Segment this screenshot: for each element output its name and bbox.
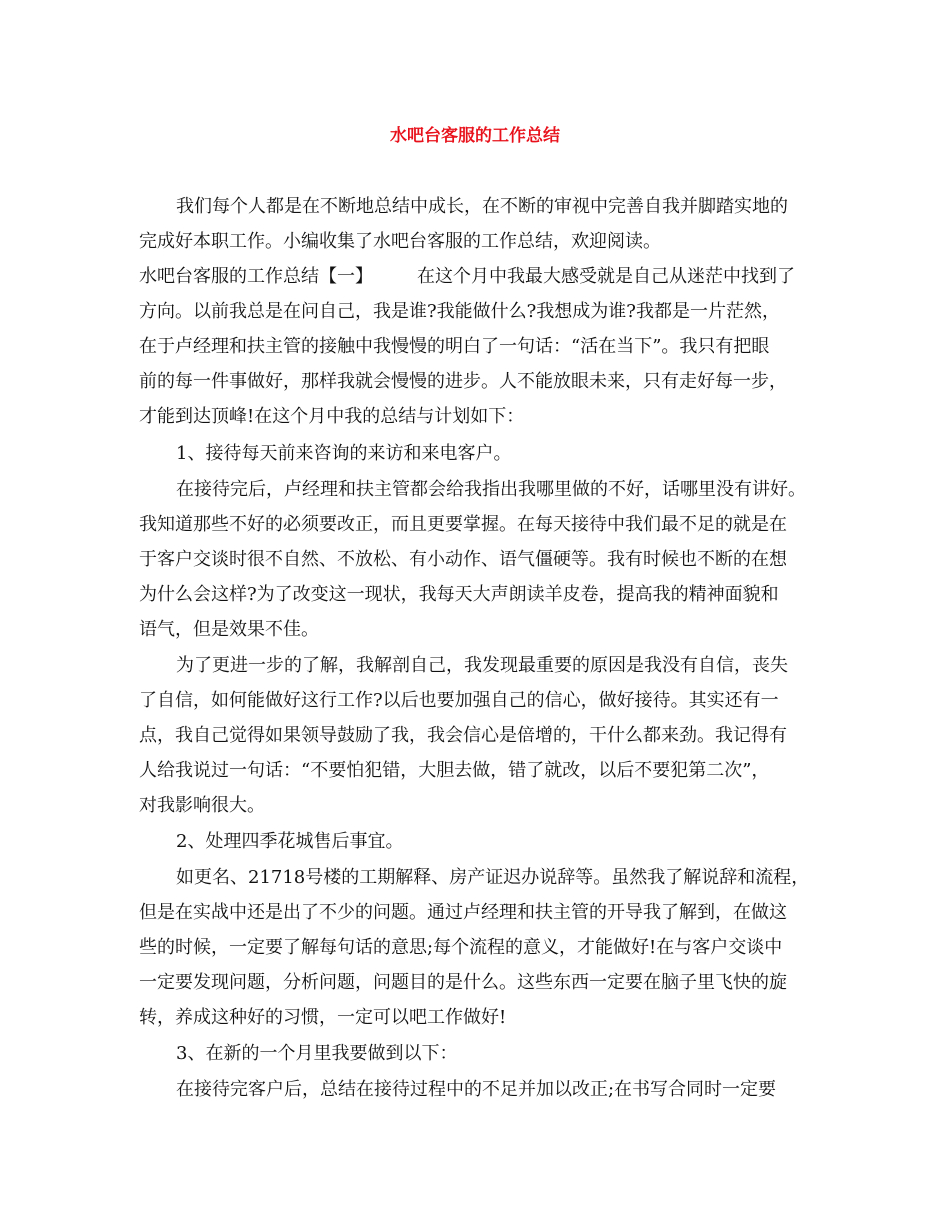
paragraph-line: 完成好本职工作。小编收集了水吧台客服的工作总结，欢迎阅读。 <box>139 231 661 252</box>
list-item-heading: 3、在新的一个月里我要做到以下： <box>176 1043 458 1064</box>
paragraph-line: 于客户交谈时很不自然、不放松、有小动作、语气僵硬等。我有时候也不断的在想 <box>139 549 787 570</box>
section-heading-line <box>139 264 795 290</box>
paragraph-line: 了自信，如何能做好这行工作?以后也要加强自己的信心，做好接待。其实还有一 <box>139 690 779 711</box>
paragraph-line: 但是在实战中还是出了不少的问题。通过卢经理和扶主管的开导我了解到，在做这 <box>139 902 787 923</box>
list-item-heading: 2、处理四季花城售后事宜。 <box>176 831 404 852</box>
paragraph-line: 对我影响很大。 <box>139 795 265 816</box>
paragraph-line: 才能到达顶峰!在这个月中我的总结与计划如下： <box>139 406 525 427</box>
paragraph-line: 如更名、21718号楼的工期解释、房产证迟办说辞等。虽然我了解说辞和流程， <box>176 867 810 888</box>
paragraph-line: 在于卢经理和扶主管的接触中我慢慢的明白了一句话：“活在当下”。我只有把眼 <box>139 336 770 357</box>
paragraph-line: 在接待完后，卢经理和扶主管都会给我指出我哪里做的不好，话哪里没有讲好。 <box>176 479 806 500</box>
paragraph-line: 我们每个人都是在不断地总结中成长，在不断的审视中完善自我并脚踏实地的 <box>176 196 788 217</box>
paragraph-line: 为了更进一步的了解，我解剖自己，我发现最重要的原因是我没有自信，丧失 <box>176 655 788 676</box>
paragraph-line: 语气，但是效果不佳。 <box>139 619 319 640</box>
paragraph-line: 方向。以前我总是在问自己，我是谁?我能做什么?我想成为谁?我都是一片茫然， <box>139 301 780 322</box>
section-intro: 在这个月中我最大感受就是自己从迷茫中找到了 <box>417 266 795 287</box>
paragraph-line: 为什么会这样?为了改变这一现状，我每天大声朗读羊皮卷，提高我的精神面貌和 <box>139 584 779 605</box>
paragraph-line: 前的每一件事做好，那样我就会慢慢的进步。人不能放眼未来，只有走好每一步， <box>139 371 787 392</box>
paragraph-line: 一定要发现问题，分析问题，问题目的是什么。这些东西一定要在脑子里飞快的旋 <box>139 972 787 993</box>
list-item-heading: 1、接待每天前来咨询的来访和来电客户。 <box>176 443 512 464</box>
paragraph-line: 些的时候，一定要了解每句话的意思;每个流程的意义，才能做好!在与客户交谈中 <box>139 937 783 958</box>
document-title: 水吧台客服的工作总结 <box>390 126 560 146</box>
paragraph-line: 点，我自己觉得如果领导鼓励了我，我会信心是倍增的，干什么都来劲。我记得有 <box>139 725 787 746</box>
paragraph-line: 在接待完客户后，总结在接待过程中的不足并加以改正;在书写合同时一定要 <box>176 1079 777 1100</box>
paragraph-line: 我知道那些不好的必须要改正，而且更要掌握。在每天接待中我们最不足的就是在 <box>139 514 787 535</box>
paragraph-line: 人给我说过一句话：“不要怕犯错，大胆去做，错了就改，以后不要犯第二次”， <box>139 760 770 781</box>
paragraph-line: 转，养成这种好的习惯，一定可以吧工作做好! <box>139 1007 507 1028</box>
section-heading: 水吧台客服的工作总结【一】 <box>139 266 373 287</box>
